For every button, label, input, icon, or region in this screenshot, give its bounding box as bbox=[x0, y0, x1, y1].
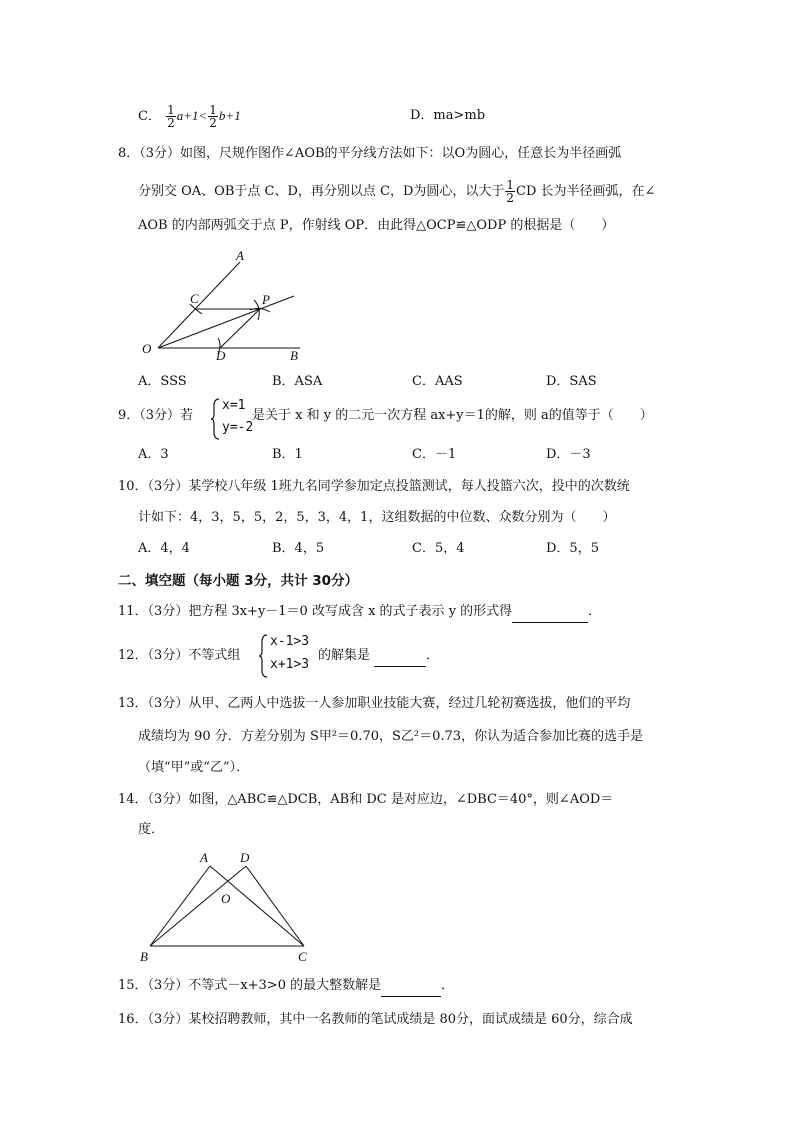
q7-fraction-2 bbox=[208, 104, 218, 129]
q8-line-1: 8．（3分）如图，尺规作图作∠AOB的平分线方法如下：以O为圆心，任意长为半径画弧 bbox=[118, 146, 622, 161]
frac-den: 2 bbox=[209, 116, 217, 130]
segment-db bbox=[150, 866, 246, 946]
q10-option-c: C．5，4 bbox=[412, 541, 465, 556]
q15-end: ． bbox=[441, 978, 455, 993]
q14-line-1: 14．（3分）如图，△ABC≌△DCB，AB和 DC 是对应边，∠DBC＝40°，则∠AOD＝ bbox=[118, 792, 614, 807]
label-a: A bbox=[236, 248, 244, 263]
brace-icon bbox=[258, 634, 268, 678]
q7-fraction-1 bbox=[166, 104, 176, 129]
q11 bbox=[118, 602, 601, 623]
q12-tail bbox=[318, 646, 439, 667]
q7-option-c-mid: a+1< bbox=[176, 108, 208, 123]
q12-ineq-1: x-1>3 bbox=[270, 634, 310, 649]
q8-option-c: C．AAS bbox=[412, 374, 463, 389]
q8-option-a: A．SSS bbox=[138, 374, 187, 389]
label-o: O bbox=[142, 341, 152, 356]
q8-option-d: D．SAS bbox=[546, 374, 597, 389]
q8-line-3: AOB 的内部两弧交于点 P，作射线 OP．由此得△OCP≌△ODP 的根据是（ ） bbox=[138, 218, 615, 233]
q11-text: 11．（3分）把方程 3x+y－1＝0 改写成含 x 的式子表示 y 的形式得 bbox=[118, 604, 513, 619]
q9-option-a: A．3 bbox=[138, 447, 169, 462]
segment-ac bbox=[210, 866, 304, 946]
q8-fraction bbox=[505, 179, 515, 204]
q12-end: ． bbox=[426, 648, 440, 663]
label-d: D bbox=[240, 850, 250, 865]
q13-line-1: 13．（3分）从甲、乙两人中选拔一人参加职业技能大赛，经过几轮初赛选拔，他们的平均 bbox=[118, 696, 631, 711]
q7-option-c-label: C． bbox=[138, 109, 161, 124]
q14-line-2: 度． bbox=[138, 822, 165, 837]
ray-op bbox=[158, 296, 294, 348]
q10-line-1: 10．（3分）某学校八年级 1班九名同学参加定点投篮测试，每人投篮六次，投中的次数统 bbox=[118, 479, 630, 494]
ray-oa bbox=[158, 262, 240, 348]
q9-option-c: C．－1 bbox=[412, 447, 457, 462]
q12-prefix: 12．（3分）不等式组 bbox=[118, 648, 241, 663]
q7-option-d: D．ma>mb bbox=[410, 108, 486, 123]
q10-option-a: A．4，4 bbox=[138, 541, 190, 556]
q9-option-d: D．－3 bbox=[546, 447, 591, 462]
q7-option-c-tail: b+1 bbox=[218, 108, 241, 123]
q9-eq-2: y=-2 bbox=[222, 420, 254, 435]
frac-den: 2 bbox=[506, 191, 515, 205]
label-p: P bbox=[262, 292, 270, 307]
q13-line-3: （填“甲”或“乙”）． bbox=[138, 760, 250, 775]
q8-option-b: B．ASA bbox=[272, 374, 323, 389]
q12-suffix: 的解集是 bbox=[318, 648, 371, 663]
frac-num: 1 bbox=[167, 103, 175, 117]
q8-line-2a: 分别交 OA、OB于点 C、D，再分别以点 C，D为圆心，以大于 bbox=[138, 184, 505, 199]
q9-suffix: 是关于 x 和 y 的二元一次方程 ax+y＝1的解，则 a的值等于（ ） bbox=[252, 408, 653, 423]
brace-icon bbox=[210, 398, 220, 440]
label-d: D bbox=[216, 348, 226, 363]
answer-blank[interactable] bbox=[512, 602, 588, 623]
segment-dc bbox=[246, 866, 304, 946]
label-c: C bbox=[190, 291, 199, 306]
q11-end: ． bbox=[588, 604, 602, 619]
segment-dp bbox=[220, 309, 260, 348]
frac-num: 1 bbox=[209, 103, 217, 117]
q14-triangle-figure bbox=[134, 848, 324, 966]
q9-prefix: 9．（3分）若 bbox=[118, 408, 194, 423]
answer-blank[interactable] bbox=[374, 646, 426, 667]
q10-option-b: B．4，5 bbox=[272, 541, 325, 556]
label-b: B bbox=[290, 348, 298, 363]
q9-option-b: B．1 bbox=[272, 447, 303, 462]
section-heading: 二、填空题（每小题 3分，共计 30分） bbox=[118, 573, 359, 589]
label-a: A bbox=[200, 850, 208, 865]
q8-line-2b: CD 长为半径画弧，在∠ bbox=[516, 184, 656, 199]
q16-line-1: 16．（3分）某校招聘教师，其中一名教师的笔试成绩是 80分，面试成绩是 60分，综合成 bbox=[118, 1012, 633, 1027]
frac-den: 2 bbox=[167, 116, 175, 130]
q9-eq-1: x=1 bbox=[222, 398, 246, 413]
q15-text: 15．（3分）不等式－x+3>0 的最大整数解是 bbox=[118, 978, 382, 993]
q13-line-2: 成绩均为 90 分．方差分别为 S甲²＝0.70，S乙²＝0.73，你认为适合参加比赛的选手是 bbox=[138, 729, 644, 744]
q12-ineq-2: x+1>3 bbox=[270, 657, 310, 672]
q7-option-c bbox=[138, 104, 241, 129]
q15 bbox=[118, 976, 454, 997]
q10-line-2: 计如下：4，3，5，5，2，5，3，4，1，这组数据的中位数、众数分别为（ ） bbox=[138, 510, 616, 525]
q8-angle-bisector-figure bbox=[130, 248, 320, 366]
frac-num: 1 bbox=[506, 178, 515, 192]
q12-inequality-system bbox=[258, 634, 318, 678]
label-b: B bbox=[140, 949, 148, 964]
label-c: C bbox=[298, 949, 307, 964]
label-o: O bbox=[221, 891, 231, 906]
segment-ab bbox=[150, 866, 210, 946]
answer-blank[interactable] bbox=[381, 976, 441, 997]
q10-option-d: D．5，5 bbox=[546, 541, 599, 556]
q8-line-2 bbox=[138, 179, 655, 204]
